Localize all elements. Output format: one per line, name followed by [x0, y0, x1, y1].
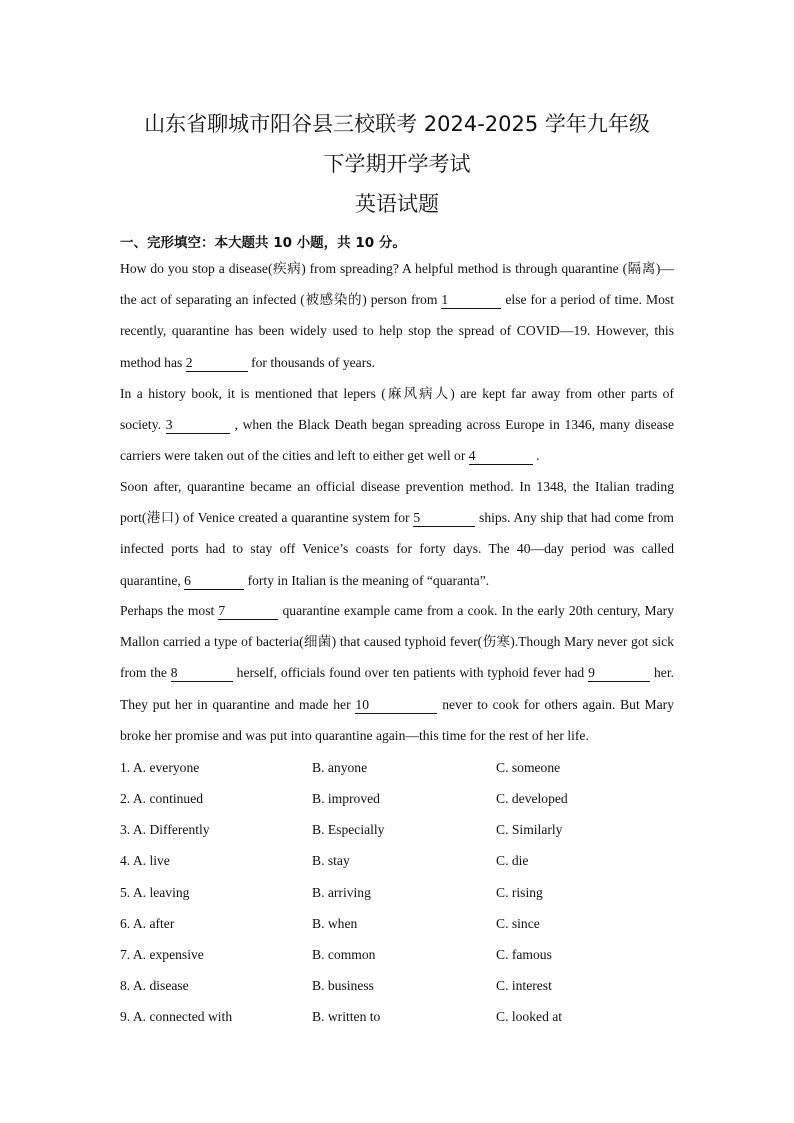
paragraph-text: How do you stop a disease(疾病) from spreading? A helpful method is through quarantine (隔离)—the act of separating an infected (被感染的) person from [120, 261, 674, 308]
blank-7: 7 [218, 603, 278, 620]
question-options-6 [120, 916, 674, 936]
option-a: 8. A. disease [120, 978, 189, 993]
option-c: C. someone [496, 760, 561, 775]
paragraph-text: ships. Any ship that had come from infected ports had to stay off Venice’s coasts for forty days. The 40—day period was called quarantine, [120, 510, 674, 588]
paragraph-text: herself, officials found over ten patients with typhoid fever had [232, 665, 589, 681]
exam-title-line2: 下学期开学考试 [323, 152, 471, 176]
option-c: C. famous [496, 947, 552, 962]
option-c: C. since [496, 916, 540, 931]
question-options-5 [120, 885, 674, 905]
paragraph-text: forty in Italian is the meaning of “quaranta”. [244, 572, 490, 588]
blank-4: 4 [469, 448, 533, 465]
option-c: C. looked at [496, 1009, 563, 1024]
paragraph-text: quarantine example came from a cook. In the early 20th century, Mary Mallon carried a type of bacteria(细菌) that caused typhoid fever(伤寒).Though Mary never got sick from the [120, 603, 675, 681]
option-b: B. common [312, 947, 376, 962]
option-a: 6. A. after [120, 916, 175, 931]
section-heading: 一、完形填空：本大题共 10 小题，共 10 分。 [120, 235, 406, 251]
paragraph-text: In a history book, it is mentioned that lepers (麻风病人) are kept far away from other parts of society. [120, 386, 674, 433]
option-b: B. stay [312, 853, 350, 868]
option-b: B. written to [312, 1009, 381, 1024]
question-options-3 [120, 822, 674, 842]
passage-paragraph-1 [120, 253, 674, 378]
option-a: 1. A. everyone [120, 760, 200, 775]
option-a: 5. A. leaving [120, 885, 190, 900]
paragraph-text: her. They put her in quarantine and made her [120, 665, 674, 712]
option-c: C. developed [496, 791, 568, 806]
exam-title-line1: 山东省聊城市阳谷县三校联考 2024-2025 学年九年级 [144, 112, 650, 136]
blank-10: 10 [355, 697, 437, 714]
paragraph-text: . [532, 448, 540, 464]
question-options-1 [120, 760, 674, 780]
paragraph-text: for thousands of years. [247, 354, 375, 370]
exam-subject-title: 英语试题 [355, 192, 439, 216]
option-a: 2. A. continued [120, 791, 204, 806]
option-a: 3. A. Differently [120, 822, 210, 837]
blank-1: 1 [441, 292, 501, 309]
option-b: B. when [312, 916, 358, 931]
passage-paragraph-2 [120, 378, 674, 472]
question-options-7 [120, 947, 674, 967]
question-options-9 [120, 1009, 674, 1029]
paragraph-text: else for a period of time. Most recently, quarantine has been widely used to help stop the spread of COVID—19. However, this method has [120, 292, 674, 370]
option-b: B. anyone [312, 760, 368, 775]
option-c: C. rising [496, 885, 543, 900]
passage-paragraph-3 [120, 471, 674, 596]
paragraph-text: Perhaps the most [120, 603, 219, 618]
option-b: B. improved [312, 791, 380, 806]
passage-paragraph-4 [120, 595, 674, 751]
option-a: 4. A. live [120, 853, 170, 868]
option-a: 7. A. expensive [120, 947, 204, 962]
option-b: B. Especially [312, 822, 385, 837]
option-a: 9. A. connected with [120, 1009, 233, 1024]
paragraph-text: Soon after, quarantine became an official disease prevention method. In 1348, the Italian trading port(港口) of Venice created a quarantine system for [120, 479, 674, 526]
option-c: C. Similarly [496, 822, 563, 837]
option-b: B. business [312, 978, 374, 993]
question-options-4 [120, 853, 674, 873]
option-c: C. die [496, 853, 529, 868]
option-c: C. interest [496, 978, 552, 993]
question-options-2 [120, 791, 674, 811]
paragraph-text: , when the Black Death began spreading across Europe in 1346, many disease carriers were taken out of the cities and left to either get well or [120, 417, 674, 464]
blank-3: 3 [166, 417, 230, 434]
question-options-8 [120, 978, 674, 998]
blank-6: 6 [184, 573, 244, 590]
paragraph-text: never to cook for others again. But Mary broke her promise and was put into quarantine again—this time for the rest of her life. [120, 696, 674, 743]
blank-8: 8 [171, 665, 233, 682]
blank-2: 2 [186, 355, 248, 372]
blank-5: 5 [413, 510, 475, 527]
option-b: B. arriving [312, 885, 371, 900]
blank-9: 9 [588, 665, 650, 682]
